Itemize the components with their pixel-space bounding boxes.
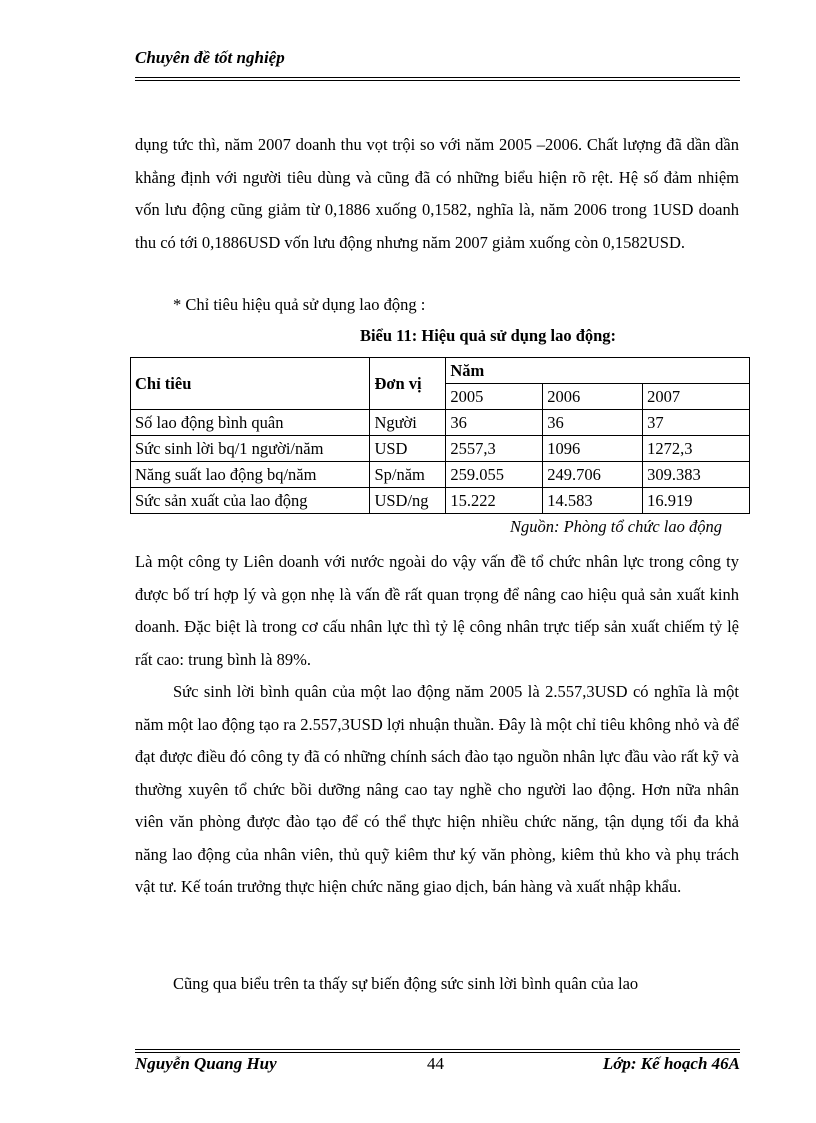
row-unit: Sp/năm — [370, 462, 446, 488]
footer-page-number: 44 — [427, 1054, 444, 1073]
footer-author: Nguyễn Quang Huy — [135, 1054, 277, 1073]
row-value: 16.919 — [643, 488, 750, 514]
header-title: Chuyên đề tốt nghiệp — [135, 48, 285, 67]
header-year: 2006 — [543, 384, 643, 410]
row-value: 1272,3 — [643, 436, 750, 462]
row-value: 37 — [643, 410, 750, 436]
labor-efficiency-table — [130, 357, 750, 514]
header-rule-top — [135, 77, 740, 78]
row-value: 15.222 — [446, 488, 543, 514]
row-value: 36 — [543, 410, 643, 436]
table-row — [131, 488, 750, 514]
row-unit: USD/ng — [370, 488, 446, 514]
paragraph-2: Là một công ty Liên doanh với nước ngoài do vậy vấn đề tổ chức nhân lực trong công ty được bố trí hợp lý và gọn nhẹ là vấn đề rất quan trọng để nâng cao hiệu quả sản xuất kinh doanh. Đặc biệt là trong cơ cấu nhân lực thì tỷ lệ công nhân trực tiếp sản xuất chiếm tỷ lệ rất cao: trung bình là 89%. — [135, 552, 739, 669]
header-year: 2007 — [643, 384, 750, 410]
table-source-note: Nguồn: Phòng tổ chức lao động — [509, 517, 722, 536]
footer-rule-bottom — [135, 1052, 740, 1053]
row-indicator: Sức sản xuất của lao động — [131, 488, 370, 514]
row-value: 36 — [446, 410, 543, 436]
row-value: 249.706 — [543, 462, 643, 488]
table-row — [131, 410, 750, 436]
row-value: 14.583 — [543, 488, 643, 514]
indicator-heading: * Chỉ tiêu hiệu quả sử dụng lao động : — [173, 295, 426, 314]
table-row — [131, 462, 750, 488]
table-caption: Biểu 11: Hiệu quả sử dụng lao động: — [359, 326, 617, 345]
row-indicator: Sức sinh lời bq/1 người/năm — [131, 436, 370, 462]
header-year: 2005 — [446, 384, 543, 410]
row-indicator: Năng suất lao động bq/năm — [131, 462, 370, 488]
paragraph-4: Cũng qua biểu trên ta thấy sự biến động sức sinh lời bình quân của lao — [173, 974, 639, 993]
footer-rule-top — [135, 1049, 740, 1050]
row-value: 2557,3 — [446, 436, 543, 462]
row-unit: Người — [370, 410, 446, 436]
page-footer — [135, 1054, 740, 1076]
table-header-row — [131, 358, 750, 384]
table-row — [131, 436, 750, 462]
paragraph-3: Sức sinh lời bình quân của một lao động năm 2005 là 2.557,3USD có nghĩa là một năm một lao động tạo ra 2.557,3USD lợi nhuận thuần. Đây là một chỉ tiêu không nhỏ và để đạt được điều đó công ty đã có những chính sách đào tạo nguồn nhân lực đầu vào rất kỹ và thường xuyên tổ chức bồi dưỡng nâng cao tay nghề cho người lao động. Hơn nữa nhân viên văn phòng được đào tạo để có thể thực hiện nhiều chức năng, tận dụng tối đa khả năng lao động của nhân viên, thủ quỹ kiêm thư ký văn phòng, kiêm thủ kho và phụ trách vật tư. Kế toán trưởng thực hiện chức năng giao dịch, bán hàng và xuất nhập khẩu. — [135, 682, 739, 896]
row-value: 1096 — [543, 436, 643, 462]
row-unit: USD — [370, 436, 446, 462]
paragraph-1: dụng tức thì, năm 2007 doanh thu vọt trội so với năm 2005 –2006. Chất lượng đã dần dần khẳng định với người tiêu dùng và cũng đã có những biểu hiện rõ rệt. Hệ số đảm nhiệm vốn lưu động cũng giảm từ 0,1886 xuống 0,1582, nghĩa là, năm 2006 trong 1USD doanh thu có tới 0,1886USD vốn lưu động nhưng năm 2007 giảm xuống còn 0,1582USD. — [135, 135, 739, 252]
row-value: 259.055 — [446, 462, 543, 488]
header-indicator: Chỉ tiêu — [131, 358, 370, 410]
row-value: 309.383 — [643, 462, 750, 488]
footer-class-label: Lớp: Kế hoạch 46A — [602, 1054, 740, 1073]
header-rule-bottom — [135, 80, 740, 81]
header-year-group: Năm — [446, 358, 750, 384]
row-indicator: Số lao động bình quân — [131, 410, 370, 436]
header-unit: Đơn vị — [370, 358, 446, 410]
